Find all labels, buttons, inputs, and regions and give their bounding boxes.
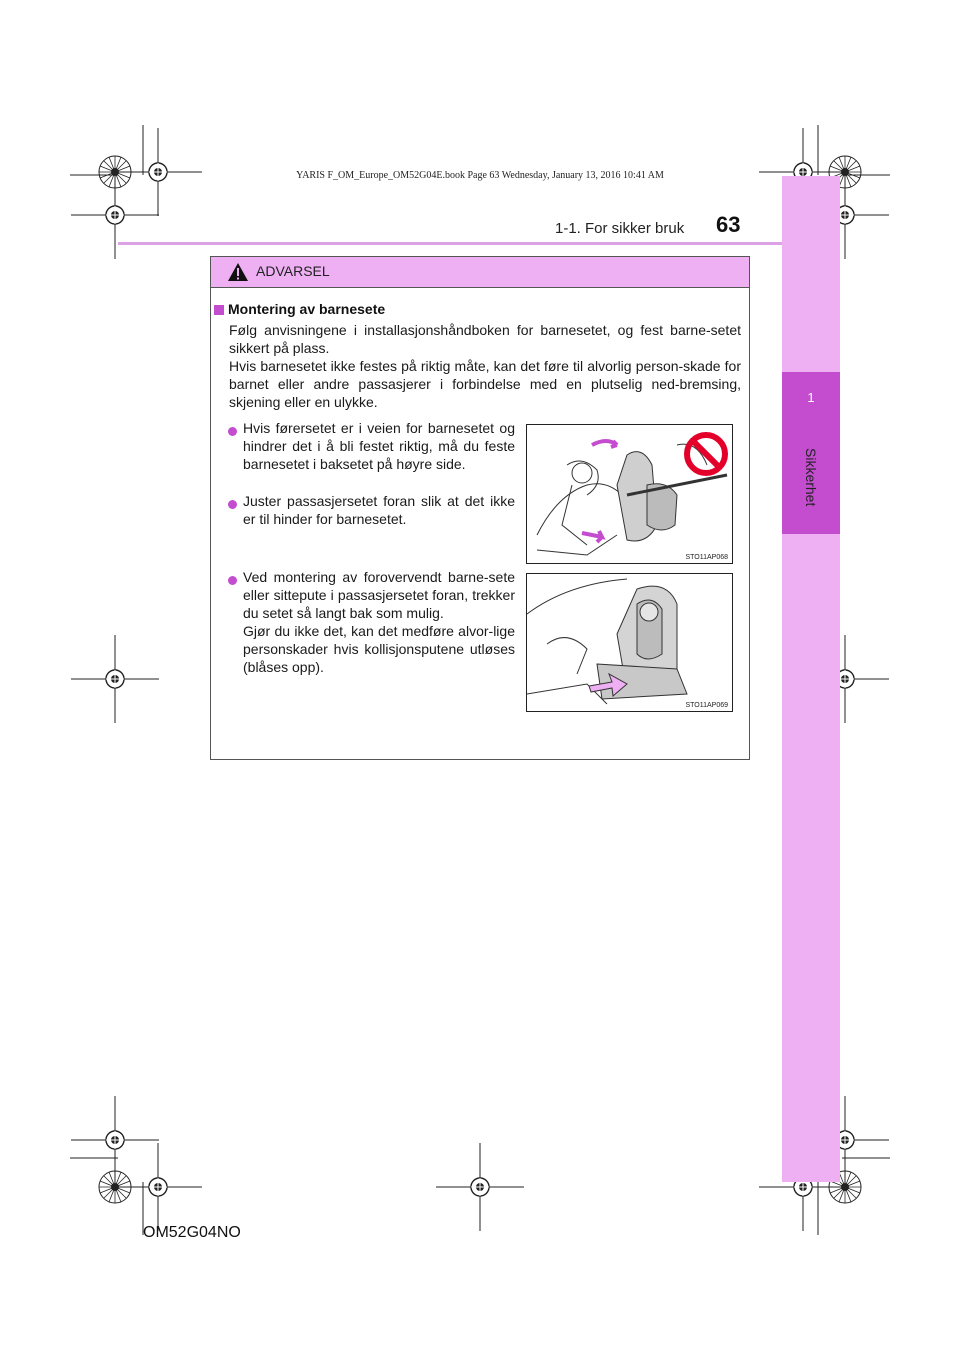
chapter-name [781, 448, 841, 528]
bullet-dot-icon [228, 576, 237, 585]
child-seat-drawing [527, 574, 732, 711]
bullet-dot-icon [228, 500, 237, 509]
warning-item: Hvis førersetet er i veien for barnesetet og hindrer det i å bli festet riktig, må du feste barnesetet i baksetet på høyre side. [243, 420, 515, 472]
warning-section-title: Montering av barnesete [228, 301, 386, 317]
warning-triangle-icon [227, 262, 249, 282]
warning-item: Ved montering av forovervendt barne-sete eller sittepute i passasjersetet foran, trekker du setet så langt bak som mulig. Gjør du ikke det, kan det medføre alvor-lige personskader hvis kollisjonsputene utløses (blåses opp). [243, 569, 515, 675]
warning-paragraph: Hvis barnesetet ikke festes på riktig måte, kan det føre til alvorlig person-skade for barnet eller andre passasjerer i forbindelse med en plutselig ned-bremsing, skjening eller en ulykke. [229, 358, 741, 410]
illustration-driver-seat [526, 424, 733, 564]
figure-caption: STO11AP069 [685, 702, 728, 709]
warning-paragraph: Følg anvisningene i installasjonshåndboken for barnesetet, og fest barne-setet sikkert på plass. [229, 322, 741, 356]
page-number: 63 [716, 212, 741, 237]
chapter-number: 1 [807, 390, 815, 405]
print-info: YARIS F_OM_Europe_OM52G04E.book Page 63 Wednesday, January 13, 2016 10:41 AM [296, 170, 664, 181]
section-title: 1-1. For sikker bruk [555, 220, 685, 237]
document-code: OM52G04NO [143, 1224, 241, 1241]
warning-item: Juster passasjersetet foran slik at det ikke er til hinder for barnesetet. [243, 493, 515, 527]
section-bullet-icon [214, 305, 224, 315]
warning-title: ADVARSEL [256, 263, 330, 279]
bullet-dot-icon [228, 427, 237, 436]
illustration-front-seat [526, 573, 733, 712]
prohibition-icon [683, 431, 729, 477]
figure-caption: STO11AP068 [685, 554, 728, 561]
chapter-tab-strip [782, 176, 840, 1182]
chapter-name-label: Sikkerhet [803, 448, 819, 507]
header-rule [118, 242, 782, 245]
